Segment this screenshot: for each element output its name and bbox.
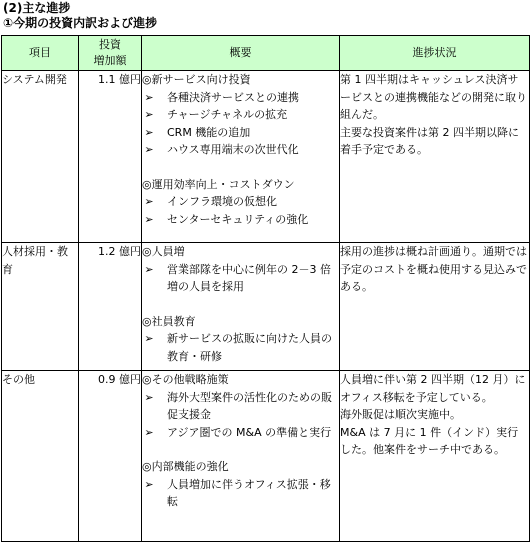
overview-bullet-item <box>142 106 339 124</box>
overview-bullet-item <box>142 476 339 511</box>
overview-bullet-item <box>142 389 339 424</box>
overview-bullet-item <box>142 193 339 211</box>
table-row <box>2 243 530 371</box>
overview-bullet-text: センターセキュリティの強化 <box>167 212 309 226</box>
overview-bullet-text: 各種決済サービスとの連携 <box>167 90 299 104</box>
table-header-row <box>2 36 530 71</box>
bullet-arrow-icon: ➢ <box>144 425 154 439</box>
overview-bullet-text: CRM 機能の追加 <box>167 125 251 139</box>
header-amount-line1: 投資 <box>99 38 121 51</box>
row-item-cell: システム開発 <box>2 71 79 243</box>
header-amount <box>79 36 142 71</box>
table-row <box>2 371 530 542</box>
overview-bullet-item <box>142 330 339 365</box>
bullet-arrow-icon: ➢ <box>144 390 154 404</box>
row-overview-cell <box>142 371 340 542</box>
overview-bullet-list <box>142 193 339 228</box>
overview-bullet-list <box>142 476 339 511</box>
overview-section <box>142 243 339 296</box>
overview-section <box>142 371 339 441</box>
row-item-cell: その他 <box>2 371 79 542</box>
bullet-arrow-icon: ➢ <box>144 108 154 121</box>
overview-bullet-text: アジア圏での M&A の準備と実行 <box>167 425 332 439</box>
progress-paragraph: 第 1 四半期はキャッシュレス決済サービスとの連携機能などの開発に取り組んだ。 <box>340 73 527 121</box>
header-overview: 概要 <box>142 36 340 71</box>
progress-paragraph: 海外販促は順次実施中。 <box>340 408 461 421</box>
overview-section-title: ◎新サービス向け投資 <box>142 73 251 86</box>
investment-table <box>1 35 530 542</box>
row-item-cell: 人材採用・教育 <box>2 243 79 371</box>
overview-bullet-text: インフラ環境の仮想化 <box>167 195 277 208</box>
bullet-arrow-icon: ➢ <box>144 125 154 139</box>
row-overview-cell <box>142 243 340 371</box>
overview-section <box>142 458 339 511</box>
bullet-arrow-icon: ➢ <box>144 262 154 276</box>
overview-bullet-text: チャージチャネルの拡充 <box>167 108 288 121</box>
header-item: 項目 <box>2 36 79 71</box>
overview-bullet-text: 新サービスの拡販に向けた人員の教育・研修 <box>167 332 332 363</box>
progress-paragraph: M&A は 7 月に 1 件（インド）実行した。他案件をサーチ中である。 <box>340 425 519 456</box>
bullet-arrow-icon: ➢ <box>144 90 154 104</box>
overview-bullet-item <box>142 89 339 107</box>
row-progress-cell <box>340 71 530 243</box>
overview-bullet-list <box>142 89 339 159</box>
overview-section-title: ◎運用効率向上・コストダウン <box>142 177 295 191</box>
overview-bullet-item <box>142 424 339 442</box>
overview-bullet-text: 海外大型案件の活性化のための販促支援金 <box>167 390 332 421</box>
subsection-heading: ①今期の投資内訳および進捗 <box>3 16 158 30</box>
overview-bullet-text: 人員増加に伴うオフィス拡張・移転 <box>167 477 331 508</box>
progress-paragraph: 主要な投資案件は第 2 四半期以降に着手予定である。 <box>340 125 519 156</box>
progress-paragraph: 人員増に伴い第 2 四半期（12 月）にオフィス移転を予定している。 <box>340 373 526 404</box>
row-progress-cell <box>340 371 530 542</box>
header-progress: 進捗状況 <box>340 36 530 71</box>
bullet-arrow-icon: ➢ <box>144 195 154 208</box>
overview-bullet-item <box>142 124 339 142</box>
overview-section <box>142 313 339 366</box>
header-amount-line2: 増加額 <box>93 54 127 67</box>
overview-section-title: ◎その他戦略施策 <box>142 373 229 386</box>
overview-section-title: ◎社員教育 <box>142 314 196 328</box>
overview-section <box>142 176 339 229</box>
overview-section-title: ◎人員増 <box>142 245 185 258</box>
bullet-arrow-icon: ➢ <box>144 477 154 491</box>
overview-bullet-list <box>142 261 339 296</box>
bullet-arrow-icon: ➢ <box>144 212 154 226</box>
overview-bullet-item <box>142 141 339 159</box>
table-row <box>2 71 530 243</box>
overview-section <box>142 71 339 159</box>
overview-bullet-list <box>142 330 339 365</box>
overview-bullet-text: ハウス専用端末の次世代化 <box>167 143 299 156</box>
overview-section-title: ◎内部機能の強化 <box>142 460 229 473</box>
overview-bullet-text: 営業部隊を中心に例年の 2－3 倍増の人員を採用 <box>167 262 331 293</box>
bullet-arrow-icon: ➢ <box>144 143 154 156</box>
bullet-arrow-icon: ➢ <box>144 332 154 345</box>
overview-bullet-item <box>142 261 339 296</box>
overview-bullet-item <box>142 211 339 229</box>
row-amount-cell: 0.9 億円 <box>79 371 142 542</box>
progress-paragraph: 採用の進捗は概ね計画通り。通期では予定のコストを概ね使用する見込みである。 <box>340 245 527 293</box>
overview-bullet-list <box>142 389 339 442</box>
section-heading: (2)主な進捗 <box>3 1 71 15</box>
row-amount-cell: 1.1 億円 <box>79 71 142 243</box>
row-progress-cell <box>340 243 530 371</box>
row-amount-cell: 1.2 億円 <box>79 243 142 371</box>
row-overview-cell <box>142 71 340 243</box>
